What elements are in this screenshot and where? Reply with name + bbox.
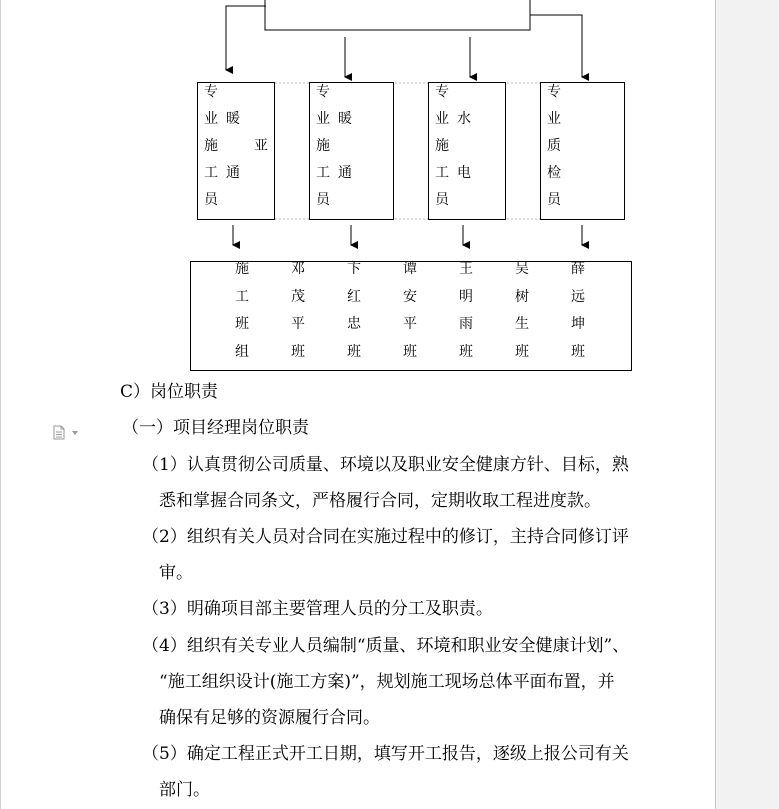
team-char: 工 [235, 288, 249, 305]
document-icon[interactable] [53, 425, 65, 440]
box4-char: 员 [547, 192, 561, 208]
team-column [291, 256, 305, 366]
team-column [347, 256, 361, 366]
subsection-heading: （一）项目经理岗位职责 [122, 418, 309, 438]
team-char: 雨 [459, 316, 473, 332]
team-char: 班 [571, 343, 585, 360]
team-char: 班 [459, 343, 473, 360]
duty-4-line-1: （4）组织有关专业人员编制“质量、环境和职业安全健康计划”、 [142, 636, 630, 656]
box4-char: 业 [547, 111, 561, 127]
section-heading: C）岗位职责 [120, 382, 219, 402]
box2-char: 员 [316, 192, 330, 208]
window-gutter [716, 0, 779, 809]
team-char: 施 [235, 261, 249, 277]
team-char: 安 [403, 288, 417, 305]
team-char: 平 [291, 316, 305, 332]
box3-char: 电 [457, 165, 471, 181]
team-char: 班 [403, 343, 417, 360]
box1-char: 员 [204, 192, 218, 208]
team-char: 组 [235, 343, 249, 360]
box4-char: 专 [547, 84, 561, 100]
box3-char: 专 [435, 84, 449, 100]
box4-char: 检 [547, 165, 561, 181]
team-column [571, 256, 585, 366]
team-char: 明 [459, 288, 473, 305]
team-char: 忠 [347, 316, 361, 332]
box3-char: 员 [435, 192, 449, 208]
team-column [403, 256, 417, 366]
box2-char: 工 [316, 165, 330, 181]
team-char: 红 [347, 288, 361, 305]
box-water-electric [428, 82, 506, 220]
box-heating-vent [309, 82, 394, 220]
duty-4-line-3: 确保有足够的资源履行合同。 [159, 708, 380, 728]
duty-5-line-2: 部门。 [159, 780, 210, 800]
box2-char: 通 [338, 165, 352, 181]
box1-char: 专 [204, 84, 218, 100]
team-column [459, 256, 473, 366]
team-char: 生 [515, 316, 529, 332]
team-char: 平 [403, 316, 417, 332]
box1-char: 施 [204, 138, 218, 154]
duty-4-line-2: “施工组织设计(施工方案)”，规划施工现场总体平面布置，并 [159, 672, 615, 692]
team-char: 树 [515, 288, 529, 305]
box3-char: 施 [435, 138, 449, 154]
team-char: 班 [515, 343, 529, 360]
duty-1-line-2: 悉和掌握合同条文，严格履行合同，定期收取工程进度款。 [159, 491, 601, 511]
box-heating-hvac [197, 82, 275, 220]
team-char: 班 [235, 316, 249, 332]
team-char: 茂 [291, 288, 305, 305]
duty-2-line-2: 审。 [159, 563, 193, 583]
team-char: 薛 [571, 261, 585, 277]
team-column [515, 256, 529, 366]
box3-char: 业 [435, 111, 449, 127]
box1-char: 亚 [254, 138, 268, 154]
branch-arrow-1 [226, 6, 266, 70]
box1-char: 业 [204, 111, 218, 127]
box3-char: 工 [435, 165, 449, 181]
box2-char: 业 [316, 111, 330, 127]
box4-char: 质 [547, 138, 561, 154]
box3-char: 水 [457, 111, 471, 127]
duty-2-line-1: （2）组织有关人员对合同在实施过程中的修订，主持合同修订评 [142, 527, 629, 547]
team-char: 远 [571, 288, 585, 305]
team-char: 班 [291, 343, 305, 360]
box1-char: 工 [204, 165, 218, 181]
branch-arrow-4 [530, 15, 582, 77]
box2-char: 施 [316, 138, 330, 154]
team-char: 卞 [347, 261, 361, 277]
team-char: 王 [459, 261, 473, 277]
box2-char: 暖 [338, 111, 352, 127]
team-char: 坤 [571, 316, 585, 332]
box-quality-inspect [540, 82, 625, 220]
team-char: 吴 [515, 261, 529, 277]
top-box-edge [265, 0, 530, 30]
box2-char: 专 [316, 84, 330, 100]
chevron-down-icon[interactable] [72, 431, 78, 435]
team-char: 班 [347, 343, 361, 360]
box1-char: 通 [226, 165, 240, 181]
team-char: 谭 [403, 261, 417, 277]
duty-1-line-1: （1）认真贯彻公司质量、环境以及职业安全健康方针、目标，熟 [142, 455, 629, 475]
team-char: 邓 [291, 261, 305, 277]
box1-char: 暖 [226, 111, 240, 127]
duty-5-line-1: （5）确定工程正式开工日期，填写开工报告，逐级上报公司有关 [142, 744, 629, 764]
duty-3-line-1: （3）明确项目部主要管理人员的分工及职责。 [142, 599, 493, 619]
team-column [235, 256, 249, 366]
